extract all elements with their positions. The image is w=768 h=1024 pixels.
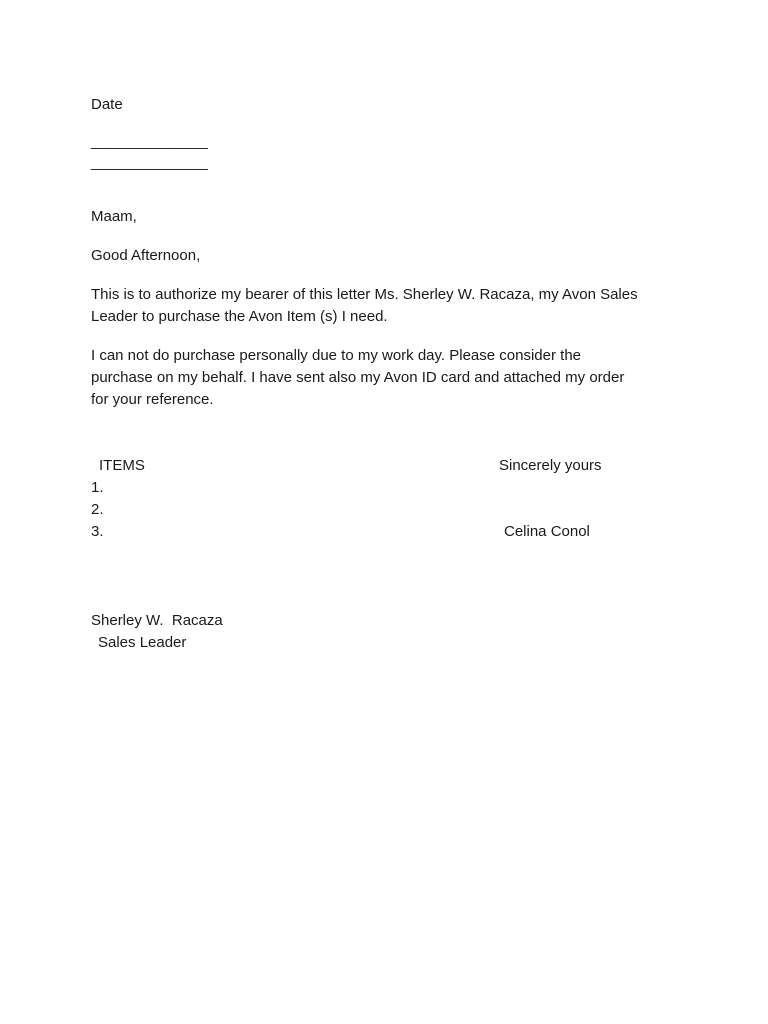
paragraph-2-line-1: I can not do purchase personally due to my work day. Please consider the <box>91 347 581 364</box>
list-item: 3. <box>91 523 104 540</box>
date-label: Date <box>91 96 123 113</box>
list-item: 1. <box>91 479 104 496</box>
greeting: Good Afternoon, <box>91 247 201 264</box>
sender-name: Celina Conol <box>504 523 590 540</box>
items-heading: ITEMS <box>99 457 145 474</box>
bearer-title: Sales Leader <box>98 634 187 651</box>
bearer-name: Sherley W. Racaza <box>91 612 223 629</box>
paragraph-1-line-2: Leader to purchase the Avon Item (s) I need. <box>91 308 388 325</box>
paragraph-2-line-3: for your reference. <box>91 391 214 408</box>
closing: Sincerely yours <box>499 457 602 474</box>
recipient-blank-line-1: ______________ <box>91 133 208 150</box>
recipient-blank-line-2: ______________ <box>91 154 208 171</box>
paragraph-2-line-2: purchase on my behalf. I have sent also my Avon ID card and attached my order <box>91 369 625 386</box>
list-item: 2. <box>91 501 104 518</box>
paragraph-1-line-1: This is to authorize my bearer of this letter Ms. Sherley W. Racaza, my Avon Sales <box>91 286 638 303</box>
salutation: Maam, <box>91 208 137 225</box>
